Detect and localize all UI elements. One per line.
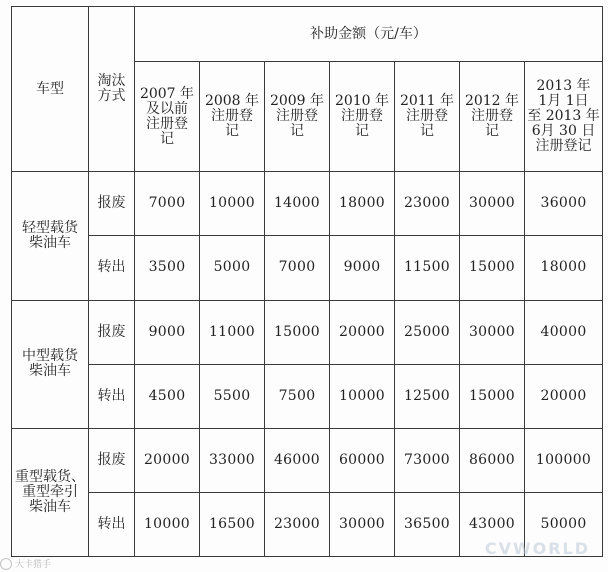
header-year: 2009 年 注册登 记 xyxy=(265,62,330,172)
method-cell: 转出 xyxy=(89,364,135,428)
header-year: 2013 年 1月 1日 至 2013 年 6月 30 日 注册登记 xyxy=(525,62,603,172)
header-method: 淘汰 方式 xyxy=(89,7,135,172)
watermark-left-text: 大卡猎手 xyxy=(15,560,52,570)
header-year: 2010 年 注册登 记 xyxy=(330,62,395,172)
amount-cell: 4500 xyxy=(135,364,200,428)
table-row xyxy=(12,364,603,428)
header-year: 2007 年 及以前 注册登 记 xyxy=(135,62,200,172)
amount-cell: 7000 xyxy=(135,172,200,236)
amount-cell: 23000 xyxy=(395,172,460,236)
amount-cell: 100000 xyxy=(525,428,603,492)
amount-cell: 5500 xyxy=(200,364,265,428)
amount-cell: 15000 xyxy=(265,300,330,364)
header-year: 2011 年 注册登 记 xyxy=(395,62,460,172)
header-year: 2012 年 注册登 记 xyxy=(460,62,525,172)
amount-cell: 20000 xyxy=(135,428,200,492)
amount-cell: 36500 xyxy=(395,492,460,556)
amount-cell: 7000 xyxy=(265,236,330,300)
amount-cell: 5000 xyxy=(200,236,265,300)
table-row xyxy=(12,428,603,492)
watermark-left xyxy=(0,557,51,570)
amount-cell: 10000 xyxy=(135,492,200,556)
amount-cell: 9000 xyxy=(135,300,200,364)
amount-cell: 15000 xyxy=(460,236,525,300)
amount-cell: 40000 xyxy=(525,300,603,364)
vehicle-type-cell: 重型载货、 重型牵引 柴油车 xyxy=(12,428,89,556)
amount-cell: 36000 xyxy=(525,172,603,236)
amount-cell: 86000 xyxy=(460,428,525,492)
vehicle-type-cell: 中型载货 柴油车 xyxy=(12,300,89,428)
table-row xyxy=(12,172,603,236)
method-cell: 转出 xyxy=(89,492,135,556)
watermark-logo-icon xyxy=(0,558,12,570)
amount-cell: 23000 xyxy=(265,492,330,556)
amount-cell: 3500 xyxy=(135,236,200,300)
amount-cell: 30000 xyxy=(330,492,395,556)
amount-cell: 18000 xyxy=(330,172,395,236)
amount-cell: 20000 xyxy=(525,364,603,428)
amount-cell: 15000 xyxy=(460,364,525,428)
amount-cell: 11000 xyxy=(200,300,265,364)
amount-cell: 12500 xyxy=(395,364,460,428)
method-cell: 报废 xyxy=(89,300,135,364)
amount-cell: 20000 xyxy=(330,300,395,364)
amount-cell: 9000 xyxy=(330,236,395,300)
header-year: 2008 年 注册登 记 xyxy=(200,62,265,172)
header-vehicle-type: 车型 xyxy=(12,7,89,172)
header-subsidy-amount: 补助金额（元/车） xyxy=(135,7,603,62)
amount-cell: 14000 xyxy=(265,172,330,236)
header-row-top xyxy=(12,7,603,62)
amount-cell: 16500 xyxy=(200,492,265,556)
table-row xyxy=(12,300,603,364)
amount-cell: 7500 xyxy=(265,364,330,428)
method-cell: 报废 xyxy=(89,428,135,492)
amount-cell: 25000 xyxy=(395,300,460,364)
watermark-right: CVWORLD xyxy=(484,539,590,558)
table-row xyxy=(12,236,603,300)
subsidy-table xyxy=(11,6,603,557)
amount-cell: 60000 xyxy=(330,428,395,492)
amount-cell: 30000 xyxy=(460,172,525,236)
amount-cell: 30000 xyxy=(460,300,525,364)
amount-cell: 46000 xyxy=(265,428,330,492)
amount-cell: 11500 xyxy=(395,236,460,300)
amount-cell: 10000 xyxy=(200,172,265,236)
amount-cell: 43000 xyxy=(460,492,525,556)
method-cell: 报废 xyxy=(89,172,135,236)
vehicle-type-cell: 轻型载货 柴油车 xyxy=(12,172,89,300)
method-cell: 转出 xyxy=(89,236,135,300)
amount-cell: 10000 xyxy=(330,364,395,428)
amount-cell: 33000 xyxy=(200,428,265,492)
amount-cell: 18000 xyxy=(525,236,603,300)
amount-cell: 73000 xyxy=(395,428,460,492)
amount-cell: 50000 xyxy=(525,492,603,556)
